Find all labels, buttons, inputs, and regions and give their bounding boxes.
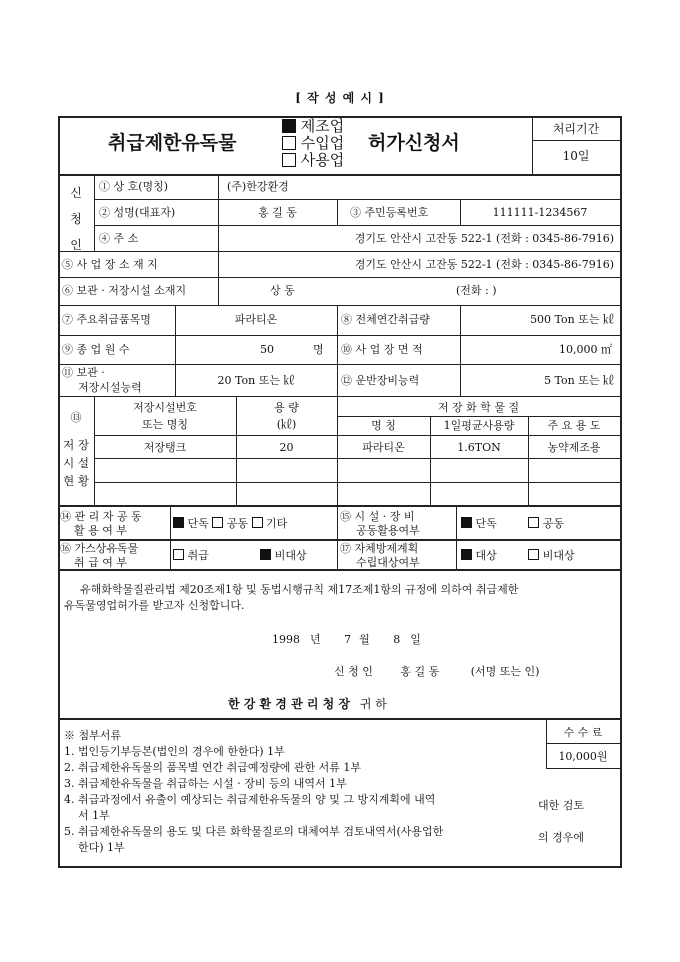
checkbox-plan-target[interactable] xyxy=(461,549,472,560)
col-capacity-1: 용 량 xyxy=(274,401,299,414)
checkbox-facility-single[interactable] xyxy=(461,517,472,528)
capacity-label-1: ⑪ 보관 · xyxy=(62,366,105,379)
checkbox-manufacture[interactable] xyxy=(282,119,296,133)
business-type-manufacture[interactable]: 제조업 xyxy=(282,118,344,135)
checkbox-facility-joint[interactable] xyxy=(528,517,539,528)
gas-option-exempt[interactable]: 비대상 xyxy=(260,549,306,562)
facility-option-single[interactable]: 단독 xyxy=(461,517,497,530)
attachment-item-4: 4. 취급과정에서 유출이 예상되는 취급제한유독물의 양 및 그 방지계획에 내역 xyxy=(64,793,436,806)
attachment-item-4-tail: 대한 검토 xyxy=(538,799,585,812)
rrn-label: ③ 주민등록번호 xyxy=(350,206,429,219)
row-capacity: 20 xyxy=(279,441,294,454)
gas-option-handle[interactable]: 취급 xyxy=(173,549,209,562)
rrn-value: 111111-1234567 xyxy=(492,206,588,219)
company-value: (주)한강환경 xyxy=(227,180,289,193)
site-location-label: ⑤ 사 업 장 소 재 지 xyxy=(62,258,158,271)
capacity-value: 20 Ton 또는 ㎘ xyxy=(217,374,295,387)
representative-label: ② 성명(대표자) xyxy=(99,206,176,219)
facility-shared-label: ⑮ 시 설 · 장 비 공동활용여부 xyxy=(340,510,420,537)
business-type-options xyxy=(282,118,344,169)
form-title-right: 허가신청서 xyxy=(368,132,460,154)
attachments-header: ※ 첨부서류 xyxy=(64,729,122,742)
main-item-value: 파라티온 xyxy=(234,313,278,326)
gas-handling-label: ⑯ 가스상유독물 취 급 여 부 xyxy=(60,542,139,569)
checkbox-import[interactable] xyxy=(282,136,296,150)
address-label: ④ 주 소 xyxy=(99,232,139,245)
date-line: 1998 년 7 월 8 일 xyxy=(272,633,421,646)
gas-handling-options xyxy=(173,549,307,561)
annual-amount-value: 500 Ton 또는 ㎘ xyxy=(530,313,614,326)
facility-option-joint[interactable]: 공동 xyxy=(528,517,564,530)
manager-option-joint[interactable]: 공동 xyxy=(212,517,248,530)
declaration-text-2: 유독물영업허가를 받고자 신청합니다. xyxy=(64,599,245,612)
processing-period-label: 처리기간 xyxy=(552,122,600,136)
employees-unit: 명 xyxy=(313,343,324,356)
signature-hint: (서명 또는 인) xyxy=(470,665,540,678)
checkbox-gas-exempt[interactable] xyxy=(260,549,271,560)
col-main-use: 주 요 용 도 xyxy=(547,419,601,432)
company-label: ① 상 호(명칭) xyxy=(99,180,169,193)
attachment-item-1: 1. 법인등기부등본(법인의 경우에 한한다) 1부 xyxy=(64,745,285,758)
attachment-item-5: 5. 취급제한유독물의 용도 및 다른 화학물질로의 대체여부 검토내역서(사용업한 xyxy=(64,825,444,838)
site-area-label: ⑩ 사 업 장 면 적 xyxy=(341,343,423,356)
attachment-item-5-tail: 의 경우에 xyxy=(538,831,585,844)
attachment-item-5-cont: 한다) 1부 xyxy=(78,841,125,854)
main-item-label: ⑦ 주요취급품목명 xyxy=(62,313,151,326)
storage-status-num: ⑬ xyxy=(70,411,82,424)
col-chem-name: 명 칭 xyxy=(371,419,396,432)
attachment-item-3: 3. 취급제한유독물을 취급하는 시설 · 장비 등의 내역서 1부 xyxy=(64,777,347,790)
checkbox-manager-joint[interactable] xyxy=(212,517,223,528)
processing-period-value: 10일 xyxy=(562,149,590,163)
business-type-import[interactable]: 수입업 xyxy=(282,135,344,152)
checkbox-manager-other[interactable] xyxy=(252,517,263,528)
storage-location-value: 상 동 xyxy=(270,284,295,297)
manager-shared-options xyxy=(173,517,287,529)
col-facility-2: 또는 명칭 xyxy=(141,418,188,431)
prevention-plan-options xyxy=(461,549,575,561)
plan-option-target[interactable]: 대상 xyxy=(461,549,497,562)
col-capacity-2: (㎘) xyxy=(276,418,297,431)
checkbox-gas-handle[interactable] xyxy=(173,549,184,560)
row-daily-usage: 1.6TON xyxy=(457,441,501,454)
site-area-value: 10,000 ㎡ xyxy=(559,343,612,356)
business-type-use[interactable]: 사용업 xyxy=(282,152,344,169)
address-value: 경기도 안산시 고잔동 522-1 (전화 : 0345-86-7916) xyxy=(354,232,614,245)
employees-label: ⑨ 종 업 원 수 xyxy=(62,343,130,356)
form-title-left: 취급제한유독물 xyxy=(108,132,237,154)
prevention-plan-label: ⑰ 자체방제계획 수립대상여부 xyxy=(340,542,420,569)
manager-option-single[interactable]: 단독 xyxy=(173,517,209,530)
attachment-item-2: 2. 취급제한유독물의 품목별 연간 취급예정량에 관한 서류 1부 xyxy=(64,761,361,774)
fee-value: 10,000원 xyxy=(558,750,608,763)
transport-value: 5 Ton 또는 ㎘ xyxy=(544,374,614,387)
plan-option-exempt[interactable]: 비대상 xyxy=(528,549,574,562)
example-label: [ 작 성 예 시 ] xyxy=(295,91,385,105)
applicant-signature-line: 신 청 인 홍 길 동 (서명 또는 인) xyxy=(334,665,540,678)
applicant-group-label: 신 청 인 xyxy=(70,186,82,252)
checkbox-plan-exempt[interactable] xyxy=(528,549,539,560)
manager-option-other[interactable]: 기타 xyxy=(252,517,288,530)
attachment-item-4-cont: 서 1부 xyxy=(78,809,110,822)
row-facility: 저장탱크 xyxy=(143,441,187,454)
col-chemical: 저 장 화 학 물 질 xyxy=(437,401,520,414)
employees-value: 50 xyxy=(260,343,274,356)
storage-location-label: ⑥ 보관 · 저장시설 소재지 xyxy=(62,284,187,297)
checkbox-manager-single[interactable] xyxy=(173,517,184,528)
col-daily-usage: 1일평균사용량 xyxy=(443,419,515,432)
facility-shared-options xyxy=(461,517,564,529)
row-chem-name: 파라티온 xyxy=(362,441,405,454)
row-main-use: 농약제조용 xyxy=(547,441,601,454)
site-location-value: 경기도 안산시 고잔동 522-1 (전화 : 0345-86-7916) xyxy=(354,258,614,271)
capacity-label-2: 저장시설능력 xyxy=(78,381,142,394)
representative-value: 홍 길 동 xyxy=(258,206,297,219)
addressee: 한 강 환 경 관 리 청 장 귀 하 xyxy=(228,697,387,711)
fee-label: 수 수 료 xyxy=(563,726,603,739)
storage-phone: (전화 : ) xyxy=(456,284,497,297)
annual-amount-label: ⑧ 전체연간취급량 xyxy=(341,313,430,326)
manager-shared-label: ⑭ 관 리 자 공 동 활 용 여 부 xyxy=(60,510,142,537)
declaration-text-1: 유해화학물질관리법 제20조제1항 및 동법시행규칙 제17조제1항의 규정에 의하여 취급제한 xyxy=(80,583,519,596)
transport-label: ⑫ 운반장비능력 xyxy=(341,374,420,387)
checkbox-use[interactable] xyxy=(282,153,296,167)
col-facility-1: 저장시설번호 xyxy=(133,401,197,414)
storage-status-side-label: 저 장 시 설 현 황 xyxy=(63,438,89,488)
